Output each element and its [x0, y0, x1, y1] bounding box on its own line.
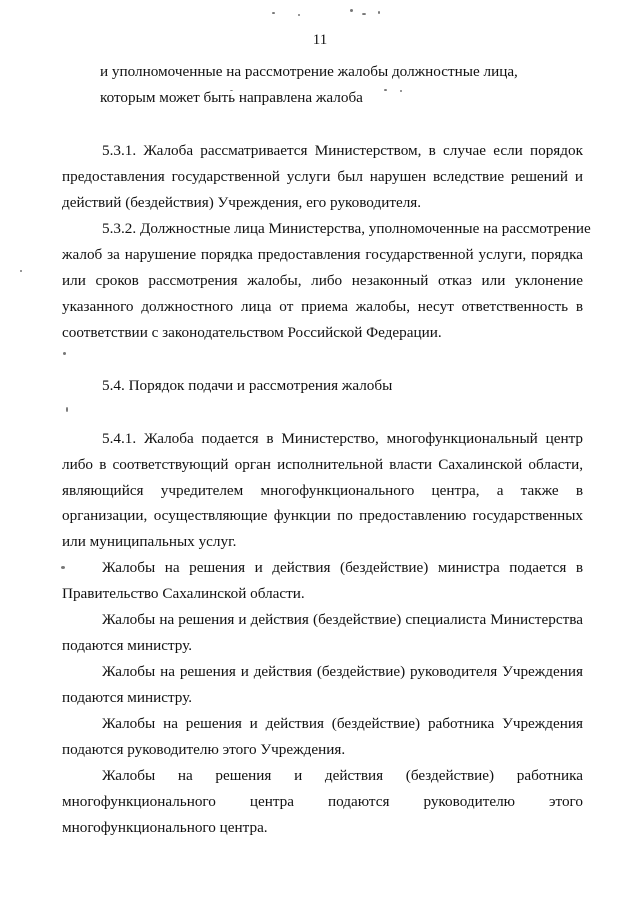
scan-speck	[400, 90, 402, 92]
paragraph-line: 5.3.1. Жалоба рассматривается Министерством, в случае если порядок	[102, 142, 583, 159]
paragraph-line: подаются руководителю этого Учреждения.	[62, 741, 346, 758]
paragraph-line: 5.4.1. Жалоба подается в Министерство, многофункциональный центр	[102, 430, 583, 447]
paragraph-line: жалоб за нарушение порядка предоставления государственной услуги, порядка	[62, 246, 583, 263]
paragraph-line: многофункционального центра подаются руководителю этого	[62, 793, 583, 810]
paragraph-line: являющийся учредителем многофункционального центра, а также в	[62, 482, 583, 499]
scan-speck	[61, 566, 65, 569]
scan-speck	[350, 9, 353, 12]
paragraph-line: подаются министру.	[62, 689, 193, 706]
page-number: 11	[312, 32, 328, 48]
paragraph-line: Жалобы на решения и действия (бездействие) министра подается в	[102, 559, 583, 576]
scan-speck	[384, 89, 387, 91]
paragraph-line: либо в соответствующий орган исполнительной власти Сахалинской области,	[62, 456, 583, 473]
paragraph-line: организации, осуществляющие функции по предоставлению государственных	[62, 507, 583, 524]
paragraph-line: или сроков рассмотрения жалобы, либо незаконный отказ или уклонение	[62, 272, 583, 289]
paragraph-line: подаются министру.	[62, 637, 193, 654]
scan-speck	[66, 407, 68, 412]
heading-line: которым может быть направлена жалоба	[100, 89, 363, 106]
scan-speck	[20, 270, 22, 272]
paragraph-line: 5.3.2. Должностные лица Министерства, уполномоченные на рассмотрение	[102, 220, 591, 237]
section-heading: 5.4. Порядок подачи и рассмотрения жалобы	[102, 377, 393, 394]
paragraph-line: Жалобы на решения и действия (бездействие) работника	[102, 767, 583, 784]
scan-speck	[63, 352, 66, 355]
scan-speck	[362, 13, 366, 15]
paragraph-line: Правительство Сахалинской области.	[62, 585, 305, 602]
paragraph-line: предоставления государственной услуги был нарушен вследствие решений и	[62, 168, 583, 185]
scan-speck	[378, 11, 380, 14]
paragraph-line: Жалобы на решения и действия (бездействие) работника Учреждения	[102, 715, 583, 732]
paragraph-line: или муниципальных услуг.	[62, 533, 237, 550]
heading-line: и уполномоченные на рассмотрение жалобы должностные лица,	[100, 63, 518, 80]
scan-speck	[298, 14, 300, 16]
paragraph-line: указанного должностного лица от приема жалобы, несут ответственность в	[62, 298, 583, 315]
paragraph-line: Жалобы на решения и действия (бездействие) руководителя Учреждения	[102, 663, 583, 680]
scan-speck	[272, 12, 275, 14]
paragraph-line: многофункционального центра.	[62, 819, 268, 836]
paragraph-line: Жалобы на решения и действия (бездействие) специалиста Министерства	[102, 611, 583, 628]
paragraph-line: соответствии с законодательством Российской Федерации.	[62, 324, 442, 341]
paragraph-line: действий (бездействия) Учреждения, его руководителя.	[62, 194, 422, 211]
